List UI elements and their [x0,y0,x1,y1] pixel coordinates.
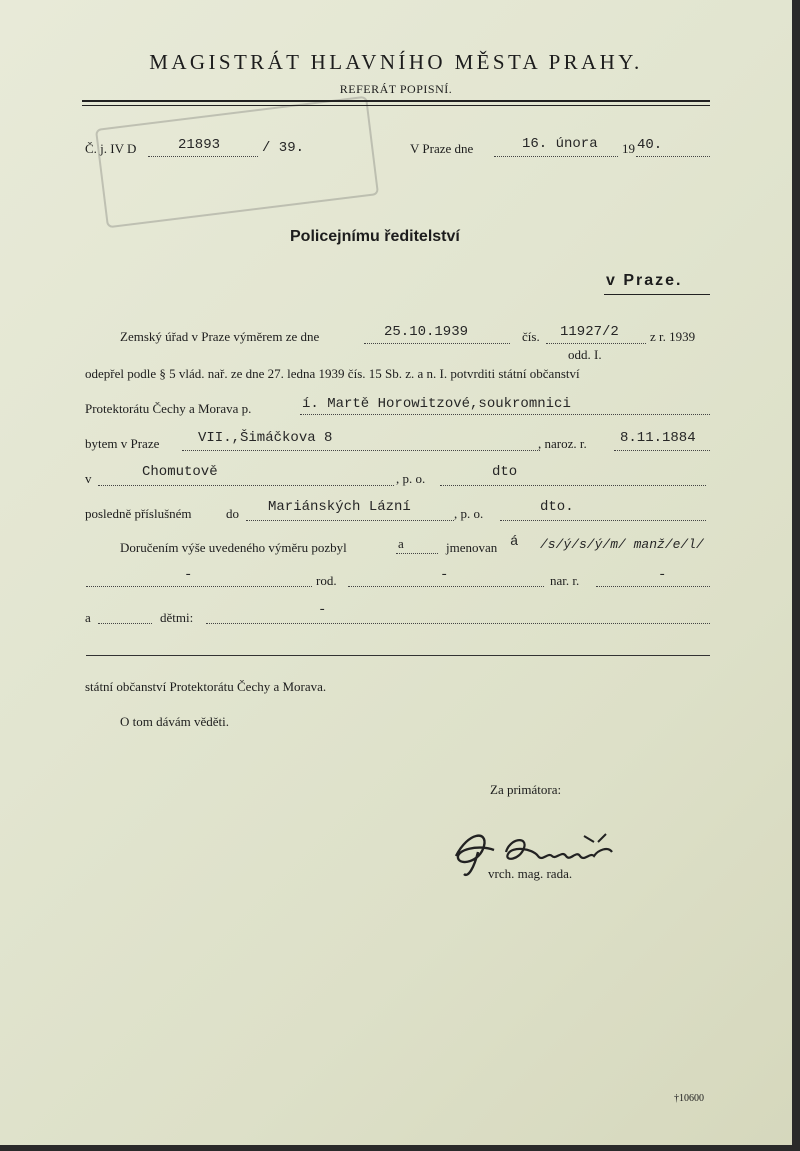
blank-line [86,655,710,656]
addressee-line-1: Policejnímu ředitelství [290,228,460,245]
person-name: í. Martě Horowitzové,soukromnici [302,396,571,412]
loss-clause: Doručením výše uvedeného výměru pozbyl [120,540,347,555]
children-dots [206,623,710,624]
rod-dash: - [440,567,449,583]
struck-spouse-text: /s/ý/s/ý/m/ manž/e/l/ [540,537,704,552]
birth-year-label: , naroz. r. [538,436,587,451]
spouse-dash: - [184,567,193,583]
reference-label: Č. j. IV D [85,141,137,156]
birth-po-dots [440,485,706,486]
birthplace-prefix: v [85,471,92,486]
nar-dots [596,586,710,587]
birth-po: dto [492,464,518,480]
children-pre-dots [98,623,152,624]
decree-number: 11927/2 [560,324,619,340]
signature-for-label: Za primátora: [490,782,562,797]
closing-text: O tom dávám věděti. [120,714,230,729]
year-prefix: 19 [622,141,635,156]
year-suffix: 40. [637,137,663,153]
decree-date-dots [364,343,510,344]
addressee-line-2: v Praze. [606,272,683,289]
rod-dots [348,586,544,587]
office-heading: MAGISTRÁT HLAVNÍHO MĚSTA PRAHY. [149,50,643,74]
addressee-underline [604,294,710,295]
legal-basis-text: odepřel podle § 5 vlád. nař. ze dne 27. ledna 1939 čís. 15 Sb. z. a n. I. potvrditi státní občanství [85,366,580,381]
person-dots [300,414,710,415]
birth-place: Chomutově [142,464,218,480]
place-label: V Praze dne [410,141,474,156]
named-label: jmenovan [446,540,498,555]
named-suffix: á [510,534,519,550]
decree-intro: Zemský úřad v Praze výměrem ze dne [120,329,320,344]
birth-po-label: , p. o. [396,471,426,486]
loss-suffix-dots [396,553,438,554]
form-code: †10600 [674,1093,704,1104]
domicile-do: do [226,506,239,521]
domicile-dots [246,520,454,521]
residence-label: bytem v Praze [85,436,160,451]
nar-dash: - [658,567,667,583]
rod-label: rod. [316,573,337,588]
domicile-po-label: , p. o. [454,506,484,521]
decree-number-label: čís. [522,329,540,344]
address-dots [182,450,540,451]
domicile: Mariánských Lázní [268,499,411,515]
loss-suffix: a [398,536,404,551]
children-a: a [85,610,91,625]
birth-date-dots [614,450,710,451]
decree-number-dots [546,343,646,344]
residence-address: VII.,Šimáčkova 8 [198,430,333,446]
decree-year: z r. 1939 [650,329,696,344]
children-label: dětmi: [160,610,194,625]
year-dots [636,156,710,157]
signatory-title: vrch. mag. rada. [488,866,573,881]
reference-year: / 39. [262,140,305,156]
citizenship-text: státní občanství Protektorátu Čechy a Morava. [85,679,327,694]
department-subheading: REFERÁT POPISNÍ. [339,82,453,96]
header-rule-thin [82,105,710,106]
spouse-dots [86,586,312,587]
decree-date: 25.10.1939 [384,324,469,340]
domicile-po: dto. [540,499,574,515]
reference-number: 21893 [178,137,221,153]
reference-dots [148,156,258,157]
date-dots [494,156,618,157]
children-dash: - [318,602,327,618]
nar-label: nar. r. [550,573,580,588]
birth-date: 8.11.1884 [620,430,696,446]
department-odd: odd. I. [568,347,602,362]
protectorate-label: Protektorátu Čechy a Morava p. [85,401,252,416]
faded-receipt-stamp [95,96,379,229]
header-rule-thick [82,100,710,102]
domicile-label: posledně příslušném [85,506,192,521]
domicile-po-dots [500,520,706,521]
document-date: 16. února [522,136,598,152]
birthplace-dots [98,485,394,486]
